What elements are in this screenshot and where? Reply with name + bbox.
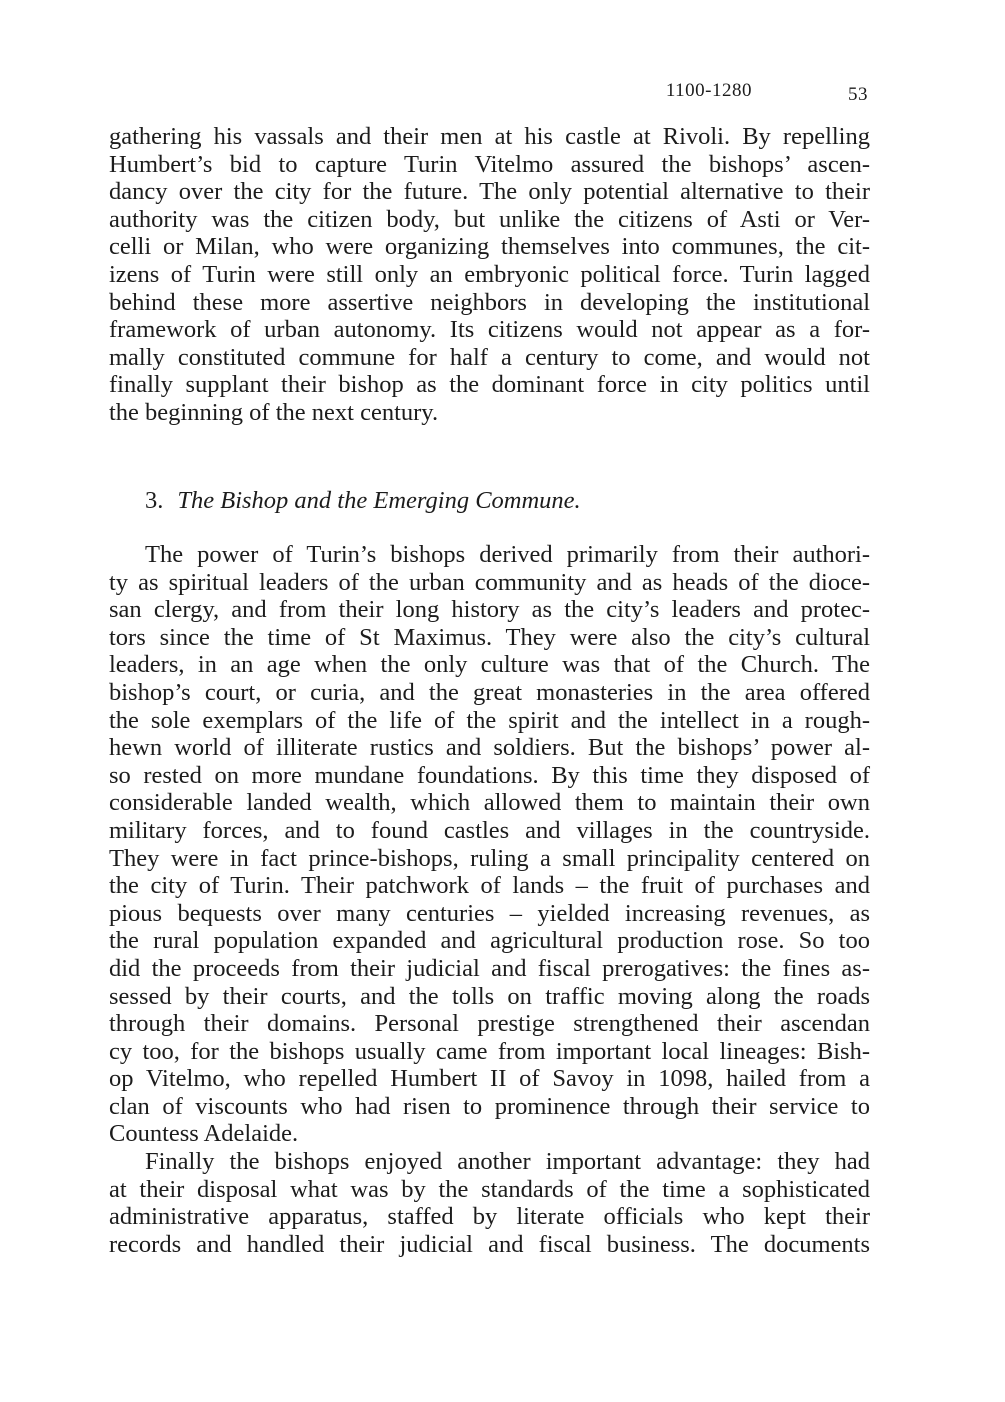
text-line: did the proceeds from their judicial and fiscal prerogatives: the fines as- bbox=[109, 954, 870, 982]
text-line: so rested on more mundane foundations. By this time they disposed of bbox=[109, 761, 870, 789]
text-line: the sole exemplars of the life of the spirit and the intellect in a rough- bbox=[109, 706, 870, 734]
text-line: finally supplant their bishop as the dominant force in city politics until bbox=[109, 371, 870, 399]
text-line: the beginning of the next century. bbox=[109, 398, 439, 426]
text-line: dancy over the city for the future. The only potential alternative to their bbox=[109, 178, 870, 206]
text-line: Countess Adelaide. bbox=[109, 1120, 299, 1148]
section-number: 3. bbox=[145, 487, 164, 514]
text-line: op Vitelmo, who repelled Humbert II of Savoy in 1098, hailed from a bbox=[109, 1065, 870, 1093]
text-line: izens of Turin were still only an embryonic political force. Turin lagged bbox=[109, 260, 870, 288]
text-line: at their disposal what was by the standards of the time a sophisticated bbox=[109, 1175, 870, 1203]
text-line: considerable landed wealth, which allowed them to maintain their own bbox=[109, 789, 870, 817]
paragraph-bishops-power bbox=[109, 541, 870, 1148]
section-title: The Bishop and the Emerging Commune. bbox=[177, 487, 581, 514]
section-heading bbox=[145, 486, 581, 516]
text-line: celli or Milan, who were organizing themselves into communes, the cit- bbox=[109, 233, 870, 261]
text-line: Finally the bishops enjoyed another important advantage: they had bbox=[145, 1148, 870, 1175]
text-line: pious bequests over many centuries – yielded increasing revenues, as bbox=[109, 899, 870, 927]
text-line: military forces, and to found castles and villages in the countryside. bbox=[109, 816, 870, 844]
text-line: gathering his vassals and their men at his castle at Rivoli. By repelling bbox=[109, 123, 870, 150]
text-line: records and handled their judicial and fiscal business. The documents bbox=[109, 1230, 870, 1258]
running-head bbox=[109, 80, 870, 108]
text-line: bishop’s court, or curia, and the great monasteries in the area offered bbox=[109, 678, 870, 706]
text-line: leaders, in an age when the only culture was that of the Church. The bbox=[109, 651, 870, 679]
text-line: san clergy, and from their long history as the city’s leaders and protec- bbox=[109, 596, 870, 624]
text-line: the rural population expanded and agricultural production rose. So too bbox=[109, 927, 870, 955]
text-line: The power of Turin’s bishops derived primarily from their authori- bbox=[145, 541, 870, 568]
text-line: mally constituted commune for half a century to come, and would not bbox=[109, 343, 870, 371]
text-line: sessed by their courts, and the tolls on traffic moving along the roads bbox=[109, 982, 870, 1010]
text-line: They were in fact prince-bishops, ruling a small principality centered on bbox=[109, 844, 870, 872]
running-head-title: 1100-1280 bbox=[665, 80, 752, 101]
text-line: framework of urban autonomy. Its citizens would not appear as a for- bbox=[109, 316, 870, 344]
text-line: administrative apparatus, staffed by literate officials who kept their bbox=[109, 1203, 870, 1231]
text-line: tors since the time of St Maximus. They were also the city’s cultural bbox=[109, 623, 870, 651]
text-line: clan of viscounts who had risen to prominence through their service to bbox=[109, 1092, 870, 1120]
text-line: cy too, for the bishops usually came from important local lineages: Bish- bbox=[109, 1037, 870, 1065]
text-line: Humbert’s bid to capture Turin Vitelmo assured the bishops’ ascen- bbox=[109, 150, 870, 178]
paragraph-continuation bbox=[109, 123, 870, 427]
text-line: behind these more assertive neighbors in developing the institutional bbox=[109, 288, 870, 316]
text-line: through their domains. Personal prestige strengthened their ascendan bbox=[109, 1010, 870, 1038]
paragraph-administrative-apparatus bbox=[109, 1148, 870, 1258]
text-line: ty as spiritual leaders of the urban community and as heads of the dioce- bbox=[109, 568, 870, 596]
text-line: the city of Turin. Their patchwork of lands – the fruit of purchases and bbox=[109, 872, 870, 900]
text-line: hewn world of illiterate rustics and soldiers. But the bishops’ power al- bbox=[109, 734, 870, 762]
page-number: 53 bbox=[848, 84, 868, 105]
text-line: authority was the citizen body, but unlike the citizens of Asti or Ver- bbox=[109, 205, 870, 233]
